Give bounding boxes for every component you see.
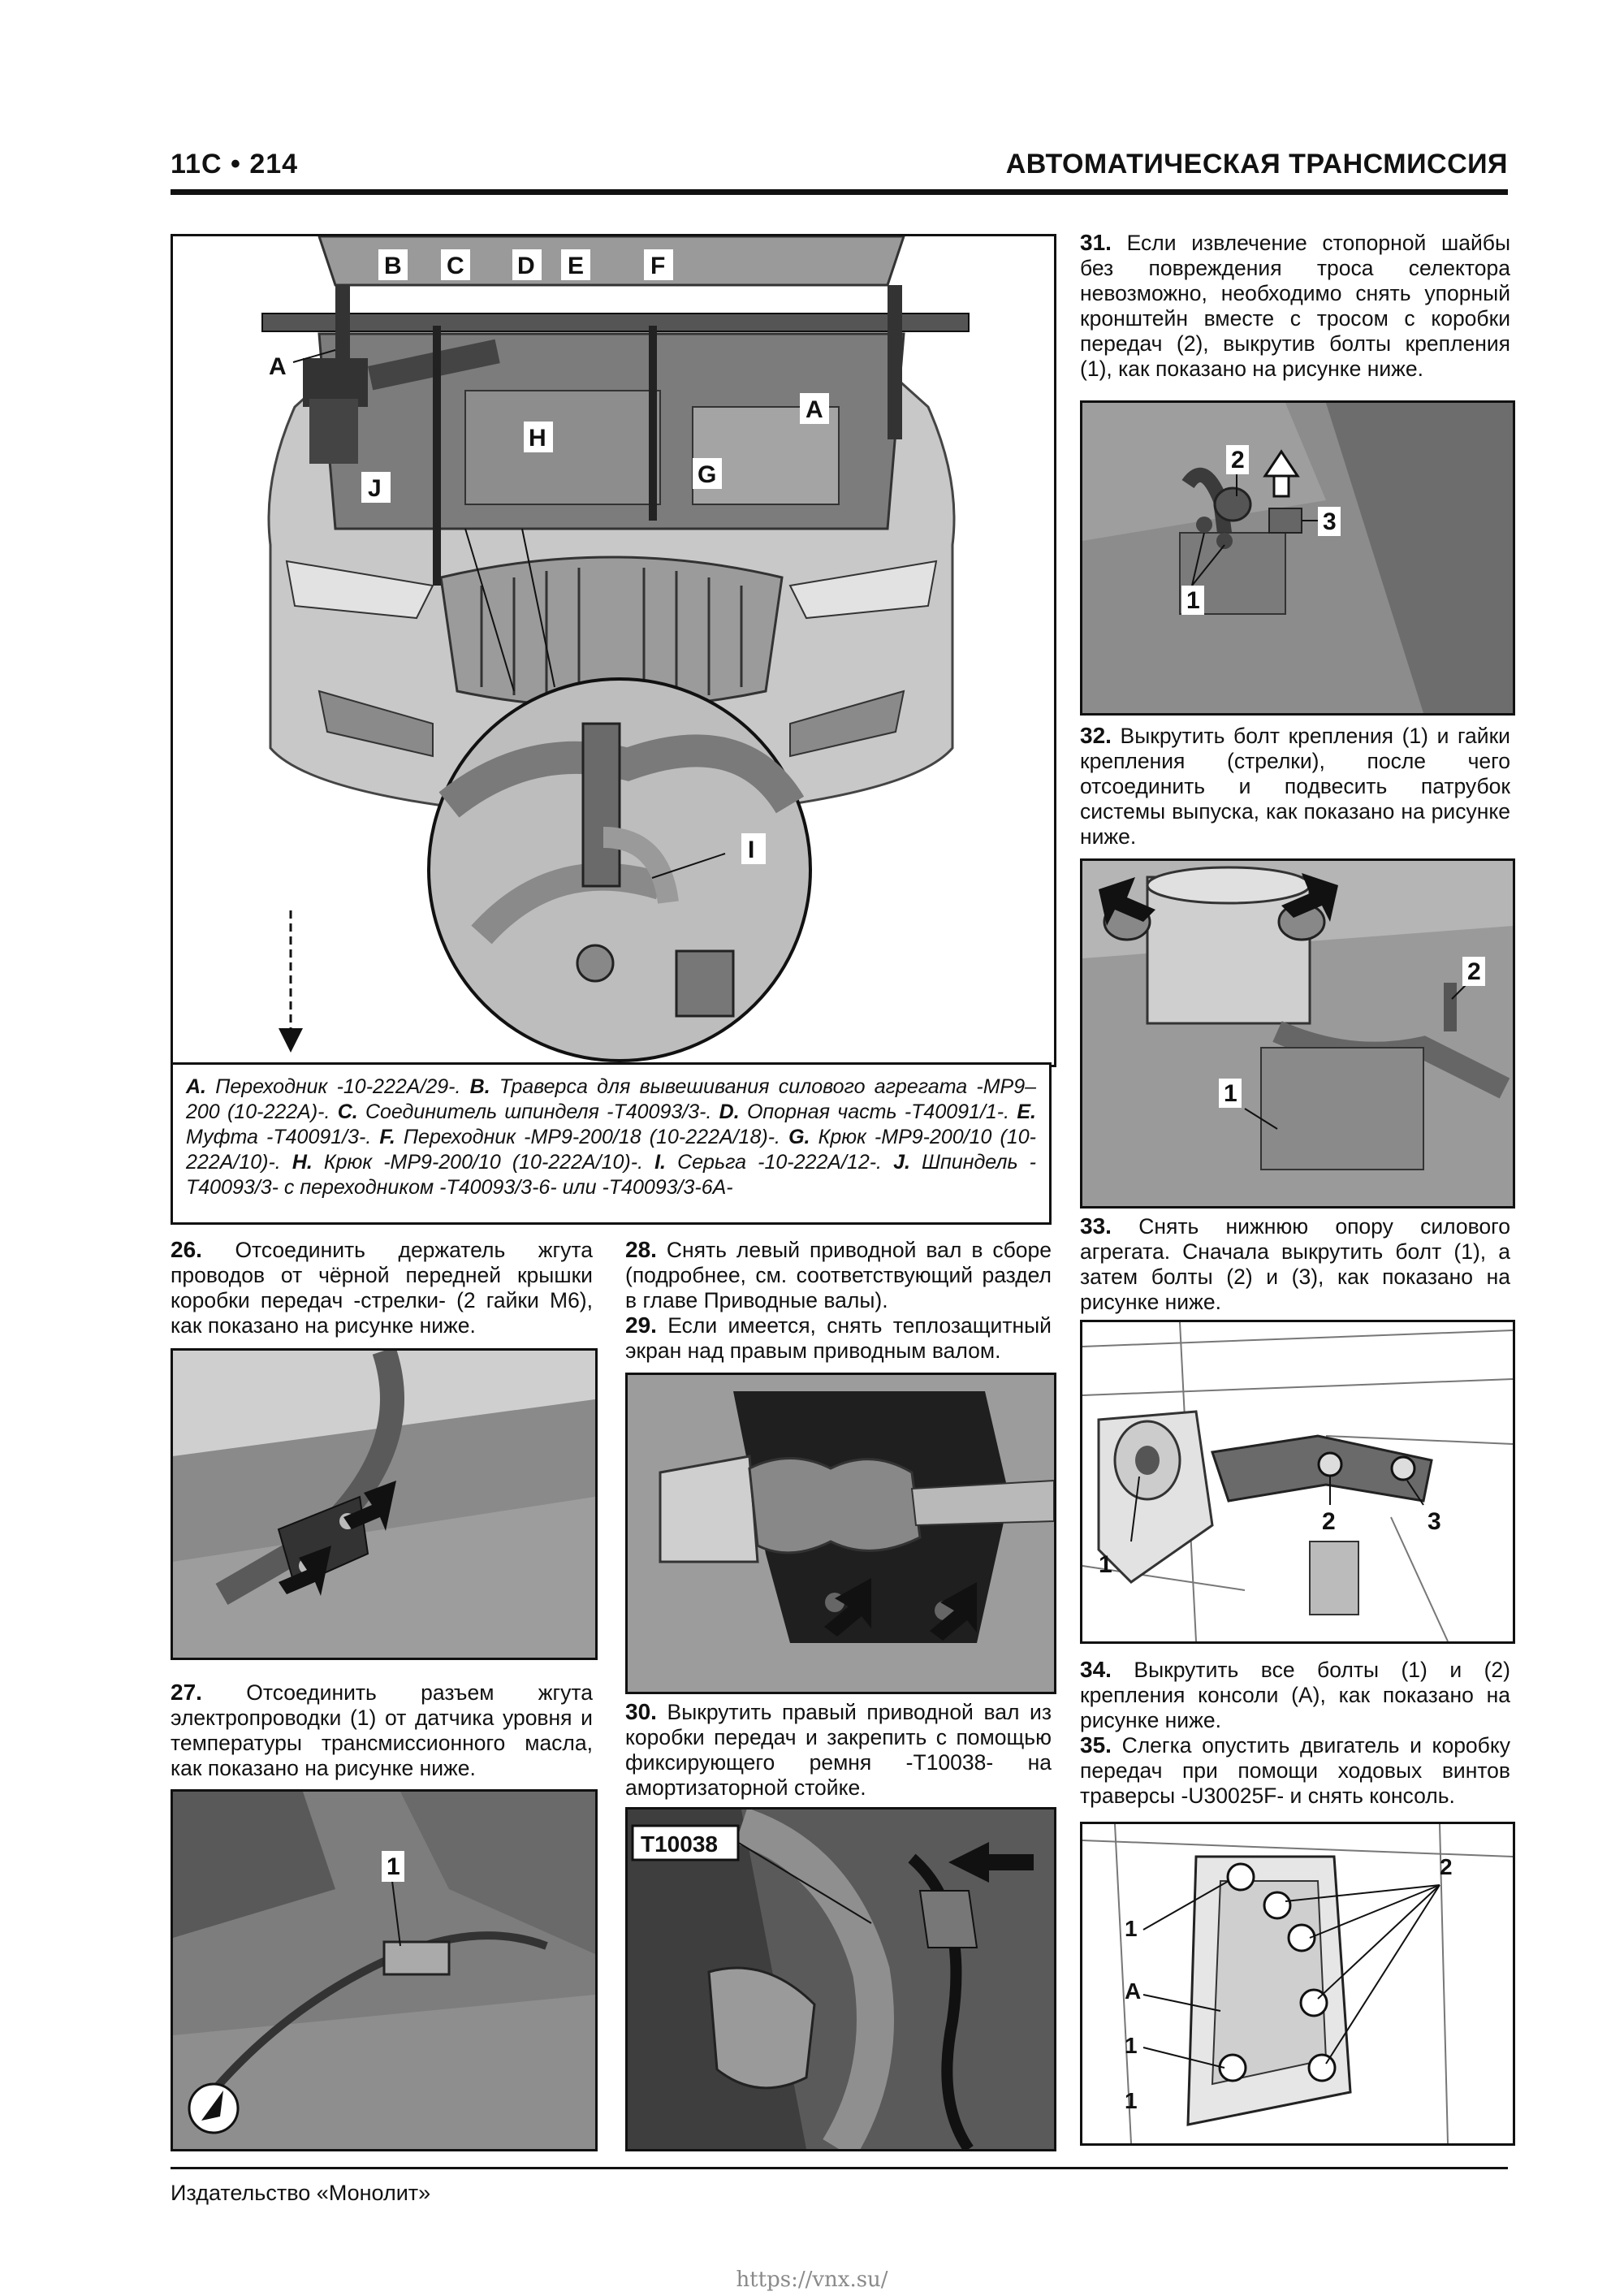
fig33-label-3: 3 (1427, 1508, 1441, 1535)
step-31 (1080, 230, 1510, 382)
fig35-label-1-mid: 1 (1125, 2033, 1138, 2058)
caption-text-I: Серьга -10-222A/12-. (666, 1151, 894, 1174)
fig35-label-1-bottom: 1 (1125, 2088, 1138, 2113)
fig33-label-1: 1 (1099, 1551, 1112, 1578)
fig32-label-1: 1 (1224, 1080, 1237, 1107)
step-26 (171, 1237, 593, 1338)
step-34-text: Выкрутить все болты (1) и (2) крепления консоли (A), как показано на рисунке ниже. (1080, 1658, 1510, 1732)
fig30-label-T10038: T10038 (641, 1831, 718, 1857)
label-E: E (568, 253, 585, 279)
figure-29-illustration (628, 1375, 1054, 1692)
label-H: H (529, 425, 546, 452)
footer-rule (171, 2167, 1508, 2169)
label-A-left: A (269, 353, 287, 380)
caption-text-H: Крюк -MP9-200/10 (10-222A/10)-. (312, 1151, 655, 1174)
figure-26-illustration (173, 1351, 595, 1658)
label-I: I (748, 837, 755, 863)
page-header-left (171, 149, 298, 180)
label-G: G (698, 461, 717, 488)
label-A-right: A (806, 396, 823, 423)
step-26-text: Отсоединить держатель жгута проводов от чёрной передней крышки коробки передач -стрелки- (2 гайки M6), как показано на рисунке ниже. (171, 1238, 593, 1338)
step-33 (1080, 1213, 1510, 1315)
caption-key-F: F. (379, 1126, 395, 1148)
caption-key-H: H. (292, 1151, 313, 1174)
figure-29-heat-shield (625, 1373, 1056, 1694)
step-33-number: 33. (1080, 1213, 1112, 1239)
step-29-text: Если имеется, снять теплозащитный экран над правым приводным валом. (625, 1313, 1052, 1363)
fig31-label-1: 1 (1186, 587, 1200, 614)
step-27-text: Отсоединить разъем жгута электропроводки (1) от датчика уровня и температуры трансмиссионного масла, как показано на рисунке ниже. (171, 1680, 593, 1780)
caption-text-G: Крюк -MP9-200/10 (10-222A/10)-. (186, 1126, 1036, 1174)
step-28 (625, 1237, 1052, 1313)
figure-30-illustration (628, 1810, 1054, 2149)
step-35 (1080, 1732, 1510, 1809)
caption-key-C: C. (337, 1100, 358, 1123)
main-figure-caption (171, 1062, 1052, 1225)
fig32-label-2: 2 (1467, 958, 1481, 985)
step-32-text: Выкрутить болт крепления (1) и гайки крепления (стрелки), после чего отсоединить и подвесить патрубок системы выпуска, как показано на рисунке ниже. (1080, 724, 1510, 849)
caption-key-E: E. (1017, 1100, 1036, 1123)
fig27-label-1: 1 (387, 1853, 400, 1880)
step-35-number: 35. (1080, 1732, 1112, 1758)
page-number: 214 (249, 149, 299, 179)
label-C: C (447, 253, 464, 279)
fig31-label-2: 2 (1231, 447, 1245, 473)
caption-key-G: G. (788, 1126, 810, 1148)
step-29-number: 29. (625, 1312, 657, 1338)
chapter-title: АВТОМАТИЧЕСКАЯ ТРАНСМИССИЯ (1005, 149, 1508, 179)
fig31-label-3: 3 (1323, 508, 1337, 535)
step-32 (1080, 723, 1510, 850)
caption-key-B: B. (469, 1075, 490, 1098)
header-rule (171, 189, 1508, 195)
figure-26-harness-holder (171, 1348, 598, 1660)
caption-key-I: I. (654, 1151, 667, 1174)
step-33-text: Снять нижнюю опору силового агрегата. Сначала выкрутить болт (1), а затем болты (2) и (3), как показано на рисунке ниже. (1080, 1214, 1510, 1314)
caption-key-A: A. (186, 1075, 206, 1098)
figure-27-illustration (173, 1792, 595, 2149)
label-J: J (368, 475, 382, 502)
figure-30-drive-shaft-strap (625, 1807, 1056, 2151)
figure-35-illustration (1082, 1824, 1513, 2143)
step-30-text: Выкрутить правый приводной вал из коробки передач и закрепить с помощью фиксирующего ремня -T10038- на амортизаторной стойке. (625, 1700, 1052, 1800)
watermark-url[interactable]: https://vnx.su/ (736, 2268, 888, 2292)
caption-key-D: D. (719, 1100, 740, 1123)
section-code: 11C (171, 149, 222, 179)
caption-text-J: Шпиндель -T40093/3- с переходником -T40093/3-6- или -T40093/3-6A- (186, 1151, 1037, 1199)
label-F: F (650, 253, 666, 279)
figure-31-illustration (1082, 403, 1513, 713)
step-30-number: 30. (625, 1699, 657, 1724)
step-30 (625, 1699, 1052, 1801)
step-31-number: 31. (1080, 230, 1112, 255)
caption-text-F: Переходник -MP9-200/18 (10-222A/18)-. (395, 1126, 789, 1148)
figure-32-illustration (1082, 861, 1513, 1206)
fig33-label-2: 2 (1322, 1508, 1336, 1535)
label-B: B (384, 253, 402, 279)
figure-35-console (1080, 1822, 1515, 2146)
step-28-number: 28. (625, 1237, 657, 1262)
step-32-number: 32. (1080, 723, 1112, 748)
step-35-text: Слегка опустить двигатель и коробку передач при помощи ходовых винтов траверсы -U30025F- и снять консоль. (1080, 1733, 1510, 1808)
label-D: D (517, 253, 535, 279)
step-29 (625, 1312, 1052, 1364)
caption-text-A: Переходник -10-222A/29-. (206, 1075, 470, 1098)
step-27 (171, 1680, 593, 1781)
step-31-text: Если извлечение стопорной шайбы без повреждения троса селектора невозможно, необходимо снять упорный кронштейн вместе с тросом с коробки передач (2), выкрутив болты крепления (1), как показано на рисунке ниже. (1080, 231, 1510, 381)
main-figure-engine-support (171, 234, 1056, 1067)
publisher-name: Издательство «Монолит» (171, 2181, 431, 2205)
caption-text-B: Траверса для вывешивания силового агрегата -MP9–200 (10-222A)-. (186, 1075, 1036, 1123)
figure-33-illustration (1082, 1322, 1513, 1641)
caption-key-J: J. (893, 1151, 910, 1174)
fig35-label-A: A (1125, 1978, 1142, 2004)
main-figure-illustration (173, 236, 1054, 1065)
step-27-number: 27. (171, 1680, 202, 1705)
caption-text-D: Опорная часть -T40091/1-. (739, 1100, 1017, 1123)
figure-31-selector-cable-bracket (1080, 400, 1515, 716)
caption-text-E: Муфта -T40091/3-. (186, 1126, 380, 1148)
figure-32-exhaust-pipe (1080, 858, 1515, 1209)
figure-27-sensor-connector (171, 1789, 598, 2151)
step-34-number: 34. (1080, 1657, 1112, 1682)
figure-33-lower-mount (1080, 1320, 1515, 1644)
step-34 (1080, 1657, 1510, 1733)
fig35-label-1-top: 1 (1125, 1916, 1138, 1941)
caption-text-C: Соединитель шпинделя -T40093/3-. (357, 1100, 719, 1123)
fig35-label-2: 2 (1440, 1854, 1453, 1879)
step-26-number: 26. (171, 1237, 202, 1262)
step-28-text: Снять левый приводной вал в сборе (подробнее, см. соответствующий раздел в главе Приводные валы). (625, 1238, 1052, 1312)
header-separator: • (230, 149, 241, 179)
